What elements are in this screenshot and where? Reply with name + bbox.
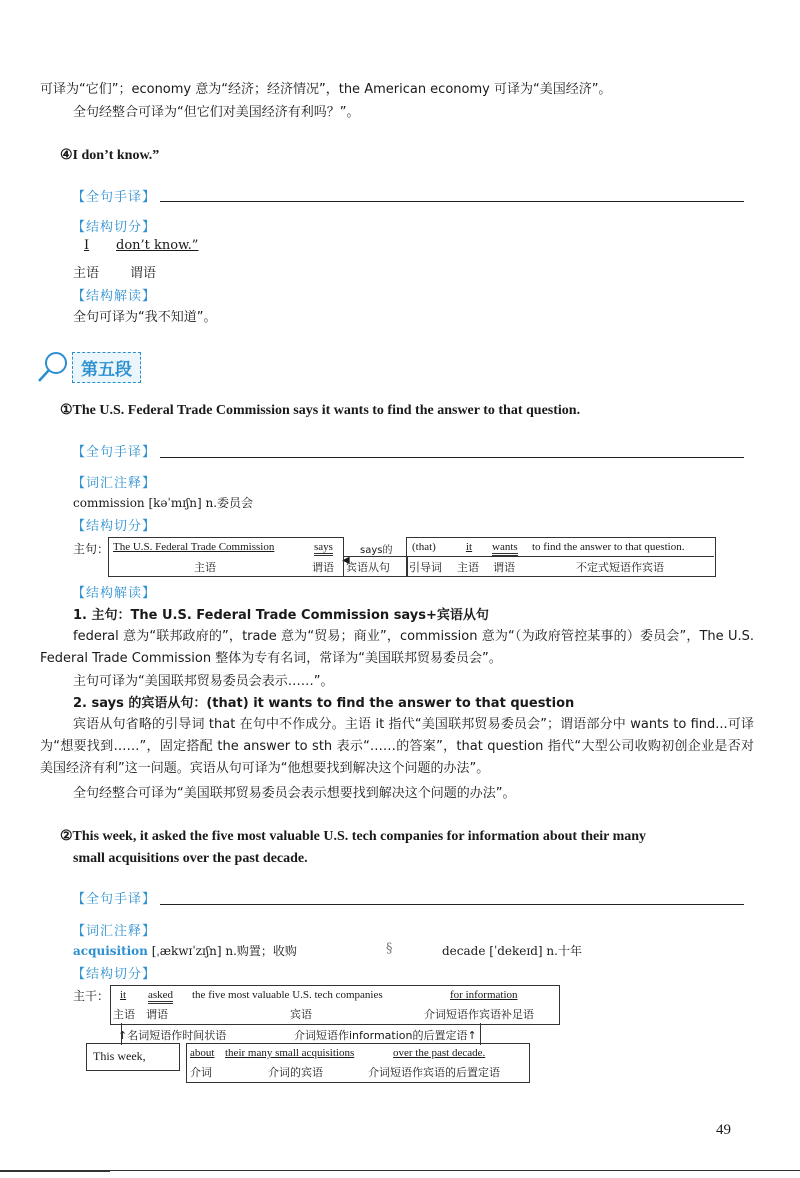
sentence-4: ④I don’t know.” [60, 148, 160, 163]
tag-structure: 【结构切分】 [72, 220, 157, 235]
translate-answer-line-2 [160, 457, 744, 458]
tag-full-translate-3: 【全句手译】 [72, 892, 157, 907]
about-prep-role: 介词 [190, 1066, 212, 1079]
vocab-acquisition: acquisition [ˌækwɪˈzɪʃn] n.购置；收购 [73, 944, 297, 958]
clause-it-role: 主语 [457, 561, 479, 574]
sentence-5-2-line-2: small acquisitions over the past decade. [73, 851, 308, 866]
top-line-2: 全句经整合可译为“但它们对美国经济有利吗？”。 [73, 105, 360, 120]
arrow-left-icon: ◀ [342, 555, 350, 566]
about-prep: about [190, 1047, 215, 1059]
word-subject: I [84, 238, 90, 253]
tag-vocab: 【词汇注释】 [72, 476, 157, 491]
divider-icon: § [386, 941, 393, 956]
clause-that-role: 引导词 [409, 561, 442, 574]
magnifier-icon [36, 350, 66, 380]
role-subject: 主语 [73, 266, 100, 281]
heading-main-clause: 1. 主句：The U.S. Federal Trade Commission says+宾语从句 [73, 608, 489, 623]
connector-left [121, 1023, 122, 1045]
over-phrase: over the past decade. [393, 1047, 486, 1059]
about-object: their many small acquisitions [225, 1047, 355, 1059]
main-verb: says [314, 541, 333, 553]
trunk-label: 主干： [73, 989, 110, 1003]
connector-right [480, 1023, 481, 1045]
tag-full-translate: 【全句手译】 [72, 190, 157, 205]
main-verb-role: 谓语 [312, 561, 334, 574]
para-object-clause: 宾语从句省略的引导词 that 在句中不作成分。主语 it 指代“美国联邦贸易委员会”；谓语部分中 wants to find...可译为“想要找到……”，固定搭配 the answer to sth 表示“……的答案”，that question 指代“大型公司收购初创企业是否对美国经济有利”这一问题。宾语从句可译为“他想要找到解决这个问题的办法”。 [40, 717, 754, 776]
role-predicate: 谓语 [130, 266, 157, 281]
this-week: This week, [93, 1049, 146, 1063]
trunk-object: the five most valuable U.S. tech companies [192, 989, 383, 1001]
clause-inf-role: 不定式短语作宾语 [576, 561, 664, 574]
trunk-asked-role: 谓语 [146, 1008, 168, 1021]
translate-answer-line [160, 201, 744, 202]
trunk-for-info: for information [450, 989, 518, 1001]
para-main-clause-2: 主句可译为“美国联邦贸易委员会表示……”。 [73, 674, 334, 689]
tag-full-translate-2: 【全句手译】 [72, 445, 157, 460]
word-predicate: don’t know.” [116, 238, 199, 253]
para-summary: 全句经整合可译为“美国联邦贸易委员会表示想要找到解决这个问题的办法”。 [73, 786, 516, 801]
clause-role: 宾语从句 [346, 561, 390, 574]
trunk-asked: asked [148, 989, 173, 1001]
sentence-5-1: ①The U.S. Federal Trade Commission says it wants to find the answer to that question. [60, 403, 581, 418]
clause-wants-role: 谓语 [493, 561, 515, 574]
vocab-decade: decade [ˈdekeɪd] n.十年 [442, 944, 582, 958]
main-subject: The U.S. Federal Trade Commission [113, 541, 275, 553]
footer-rule [110, 1170, 800, 1171]
trunk-for-role: 介词短语作宾语补足语 [424, 1008, 534, 1021]
clause-that: (that) [412, 541, 436, 553]
clause-infinitive: to find the answer to that question. [532, 541, 685, 553]
page-number: 49 [716, 1122, 731, 1138]
section-title: 第五段 [72, 352, 141, 383]
sentence-5-2-line-1: ②This week, it asked the five most valuable U.S. tech companies for information about their many [60, 829, 647, 844]
main-clause-label: 主句： [73, 542, 110, 556]
tag-analysis: 【结构解读】 [72, 289, 157, 304]
para-main-clause: federal 意为“联邦政府的”，trade 意为“贸易；商业”，commission 意为“（为政府管控某事的）委员会”，The U.S. Federal Trade Commission 整体为专有名词，常译为“美国联邦贸易委员会”。 [40, 629, 754, 666]
tag-structure-3: 【结构切分】 [72, 967, 157, 982]
note-time-adverbial: ↑名词短语作时间状语 [118, 1029, 227, 1042]
main-subject-role: 主语 [194, 561, 216, 574]
vocab-commission: commission [kəˈmɪʃn] n.委员会 [73, 496, 254, 510]
tag-vocab-2: 【词汇注释】 [72, 924, 157, 939]
tag-analysis-2: 【结构解读】 [72, 586, 157, 601]
clause-wants: wants [492, 541, 518, 553]
tag-structure-2: 【结构切分】 [72, 519, 157, 534]
says-de-label: says的 [360, 545, 393, 556]
trunk-it-role: 主语 [113, 1008, 135, 1021]
note-postpositive: 介词短语作information的后置定语↑ [294, 1029, 477, 1042]
object-clause-divider [406, 556, 714, 557]
over-role: 介词短语作宾语的后置定语 [368, 1066, 500, 1079]
heading-object-clause: 2. says 的宾语从句：(that) it wants to find the answer to that question [73, 696, 575, 711]
clause-it: it [466, 541, 473, 553]
analysis-text: 全句可译为“我不知道”。 [73, 310, 217, 325]
footer-rule-left [0, 1170, 110, 1172]
trunk-object-role: 宾语 [290, 1008, 312, 1021]
about-object-role: 介词的宾语 [268, 1066, 323, 1079]
top-line-1: 可译为“它们”；economy 意为“经济；经济情况”，the American economy 可译为“美国经济”。 [40, 82, 612, 97]
trunk-it: it [120, 989, 127, 1001]
translate-answer-line-3 [160, 904, 744, 905]
